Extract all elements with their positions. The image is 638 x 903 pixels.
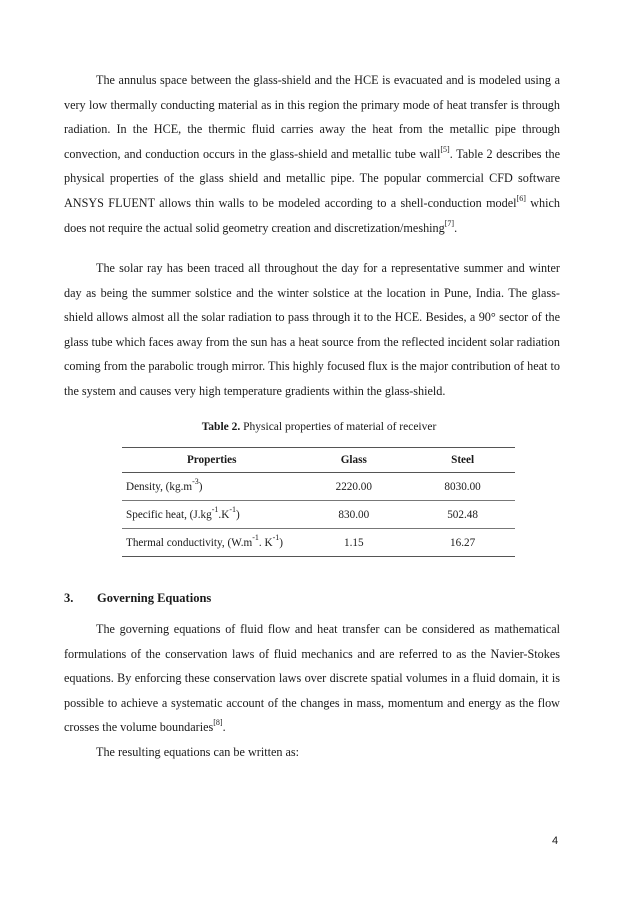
table-row: [122, 501, 515, 529]
property-cell: Thermal conductivity, ($W.m^{-1}$. $K^{-1}$): [122, 529, 297, 557]
page-number: 4: [552, 835, 559, 847]
table-row: [122, 529, 515, 557]
table-row: [122, 473, 515, 501]
glass-value: 830.00: [297, 501, 406, 529]
header-properties: Properties: [122, 448, 297, 473]
section-title: Governing Equations: [97, 591, 212, 605]
property-cell: Specific heat, $(J.kg^{-1}.K^{-1})$: [122, 501, 297, 529]
citation-7: [7]: [444, 218, 455, 228]
steel-value: 16.27: [406, 529, 515, 557]
steel-value: 8030.00: [406, 473, 515, 501]
paragraph-resulting: The resulting equations can be written as:: [96, 745, 300, 759]
steel-value: 502.48: [406, 501, 515, 529]
glass-value: 2220.00: [297, 473, 406, 501]
section-number: 3.: [64, 591, 74, 605]
property-cell: Density, $(kg.m^{-3})$: [122, 473, 297, 501]
citation-8: [8]: [213, 718, 223, 728]
header-glass: Glass: [297, 448, 406, 473]
paragraph-governing: The governing equations of fluid flow and heat transfer can be considered as mathematical formulations of the conservation laws of fluid mechanics and are referred to as the Navier-Stokes equations. By enforcing these conservation laws over discrete spatial volumes in a fluid domain, it is possible to achieve a systematic account of the changes in mass, momentum and energy as the flow crosses the volume boundaries[8].: [64, 622, 560, 735]
table-caption: Table 2. Physical properties of material of receiver: [201, 421, 437, 433]
citation-5: [5]: [440, 144, 450, 154]
table-header-row: [122, 448, 515, 473]
header-steel: Steel: [406, 448, 515, 473]
section-heading: [64, 591, 211, 606]
citation-6: [6]: [516, 193, 526, 203]
glass-value: 1.15: [297, 529, 406, 557]
paragraph-annulus: The annulus space between the glass-shield and the HCE is evacuated and is modeled using a very low thermally conducting material as in this region the primary mode of heat transfer is through radiation. In the HCE, the thermic fluid carries away the heat from the metallic pipe through convection, and conduction occurs in the glass-shield and metallic tube wall[5]. Table 2 describes the physical properties of the glass shield and metallic pipe. The popular commercial CFD software ANSYS FLUENT allows thin walls to be modeled according to a shell-conduction model[6] which does not require the actual solid geometry creation and discretization/meshing[7].: [64, 73, 560, 235]
properties-table: [122, 447, 515, 557]
paragraph-solar-ray: The solar ray has been traced all throughout the day for a representative summer and winter day as being the summer solstice and the winter solstice at the location in Pune, India. The glass-shield allows almost all the solar radiation to pass through it to the HCE. Besides, a 90° sector of the glass tube which faces away from the sun has a heat source from the reflected incident solar radiation coming from the parabolic trough mirror. This highly focused flux is the major contribution of heat to the system and causes very high temperature gradients within the glass-shield.: [64, 261, 560, 398]
